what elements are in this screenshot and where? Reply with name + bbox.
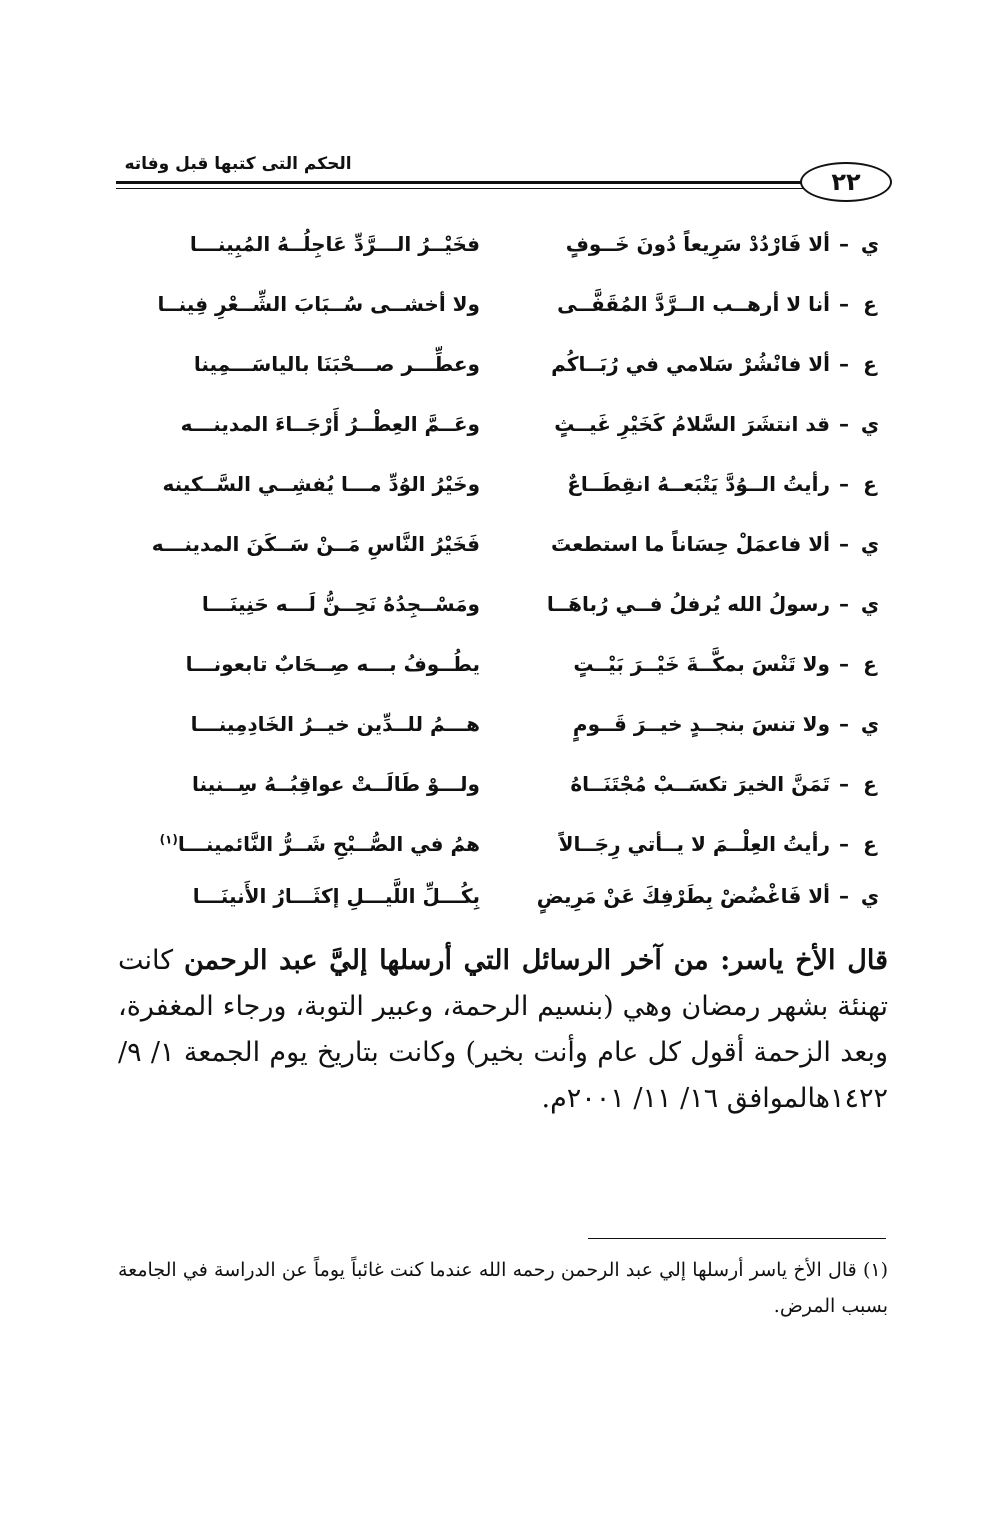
verse-dash: – bbox=[839, 712, 849, 736]
verse-line bbox=[120, 824, 880, 864]
verse-dash: – bbox=[839, 292, 849, 316]
verse-second-hemistich: فخَيْــرُ الـــرَّدِّ عَاجِلُــهُ المُبِينـــا bbox=[189, 232, 480, 256]
verse-speaker: ع bbox=[863, 832, 877, 856]
verse-speaker: ي bbox=[860, 884, 880, 908]
verse-speaker: ي bbox=[860, 592, 880, 616]
verse-first-hemistich: ولا تنسَ بنجــدٍ خيــرَ قَــومٍ bbox=[572, 712, 830, 736]
verse-dash: – bbox=[839, 772, 849, 796]
verse-line bbox=[120, 584, 880, 624]
verse-second-hemistich: ومَسْــجِدُهُ نَحِــنُّ لَـــه حَنِينَـــا bbox=[201, 592, 480, 616]
verse-speaker: ع bbox=[863, 352, 877, 376]
verse-line bbox=[120, 876, 880, 916]
verse-speaker: ع bbox=[863, 772, 877, 796]
footnote-separator bbox=[588, 1238, 886, 1239]
verse-dash: – bbox=[839, 352, 849, 376]
verse-second-hemistich: يطُــوفُ بـــه صِــحَابٌ تابعونـــا bbox=[185, 652, 480, 676]
verse-first-hemistich: رأيتُ الــوُدَّ يَتْبَعــهُ انقِطَــاعٌ bbox=[567, 472, 830, 496]
running-title: الحكم التى كتبها قبل وفاته bbox=[124, 154, 352, 174]
verse-first-hemistich: أنا لا أرهــب الــرَّدَّ المُقَفَّــى bbox=[557, 292, 830, 316]
verse-dash: – bbox=[839, 592, 849, 616]
verse-speaker: ع bbox=[863, 292, 877, 316]
verse-first-hemistich: تَمَنَّ الخيرَ تكسَــبْ مُجْتَنَــاهُ bbox=[570, 772, 830, 796]
verse-speaker: ع bbox=[863, 472, 877, 496]
verse-second-hemistich: بِكُـــلِّ اللَّيـــلِ إكثَـــارُ الأَنينَـــا bbox=[192, 884, 480, 908]
verse-line bbox=[120, 224, 880, 264]
footnote bbox=[118, 1252, 888, 1324]
verse-dash: – bbox=[839, 472, 849, 496]
verse-line bbox=[120, 704, 880, 744]
paragraph-lead: قال الأخ ياسر: من آخر الرسائل التي أرسلها إليَّ عبد الرحمن bbox=[183, 945, 888, 976]
verse-first-hemistich: رأيتُ العِلْــمَ لا يــأتي رِجَــالاً bbox=[558, 832, 830, 856]
verse-dash: – bbox=[839, 652, 849, 676]
verse-second-hemistich: هـــمُ للــدِّين خيــرُ الخَادِمِينـــا bbox=[190, 712, 480, 736]
verse-first-hemistich: ألا فاعمَلْ حِسَاناً ما استطعتَ bbox=[551, 532, 830, 556]
verse-second-hemistich: ولـــوْ طَالَــتْ عواقِبُــهُ سِــنينا bbox=[191, 772, 480, 796]
verse-speaker: ي bbox=[860, 712, 880, 736]
verse-line bbox=[120, 464, 880, 504]
verse-second-hemistich: فَخَيْرُ النَّاسِ مَــنْ سَــكَنَ المدينـــه bbox=[151, 532, 480, 556]
verse-speaker: ي bbox=[860, 412, 880, 436]
verse-second-hemistich: ولا أخشــى سُــبَابَ الشِّــعْرِ فِينــا bbox=[157, 292, 480, 316]
header-rule-thin bbox=[116, 188, 806, 189]
footnote-text: قال الأخ ياسر أرسلها إلي عبد الرحمن رحمه الله عندما كنت غائباً يوماً عن الدراسة في الجامعة بسبب المرض. bbox=[118, 1259, 888, 1317]
page-number: ٢٢ bbox=[800, 162, 892, 202]
verse-second-hemistich: وخَيْرُ الوُدِّ مـــا يُفشِــي السَّــكينه bbox=[162, 472, 480, 496]
verse-line bbox=[120, 524, 880, 564]
verse-line bbox=[120, 404, 880, 444]
verse-line bbox=[120, 284, 880, 324]
verse-first-hemistich: ألا فَارْدُدْ سَرِيعاً دُونَ خَــوفٍ bbox=[565, 232, 830, 256]
header-rule-thick bbox=[116, 181, 806, 184]
verse-second-hemistich: وعطِّـــر صـــحْبَنَا بالياسَـــمِينا bbox=[193, 352, 480, 376]
verse-first-hemistich: ولا تَنْسَ بمكَّــةَ خَيْــرَ بَيْــتٍ bbox=[573, 652, 830, 676]
verse-second-hemistich: وعَــمَّ العِطْــرُ أَرْجَــاءَ المدينـــه bbox=[180, 412, 480, 436]
verse-dash: – bbox=[839, 412, 849, 436]
verse-first-hemistich: رسولُ الله يُرفلُ فــي رُباهَــا bbox=[546, 592, 830, 616]
paragraph-text: كانت تهنئة بشهر رمضان وهي (بنسيم الرحمة، وعبير التوبة، ورجاء المغفرة، وبعد الزحمة أقول كل عام وأنت بخير) وكانت بتاريخ يوم الجمعة ١/ ٩/ ١٤٢٢هالموافق ١٦/ ١١/ ٢٠٠١م. bbox=[118, 945, 888, 1114]
verse-dash: – bbox=[839, 532, 849, 556]
verse-speaker: ي bbox=[860, 532, 880, 556]
verse-dash: – bbox=[839, 832, 849, 856]
verse-dash: – bbox=[839, 232, 849, 256]
verse-line bbox=[120, 764, 880, 804]
verse-first-hemistich: ألا فانْشُرْ سَلامي في رُبَــاكُم bbox=[551, 352, 830, 376]
verse-second-hemistich: همُ في الصُّــبْحِ شَــرُّ النَّائمينـــا bbox=[177, 832, 480, 856]
verse-speaker: ع bbox=[863, 652, 877, 676]
verse-line bbox=[120, 344, 880, 384]
verse-speaker: ي bbox=[860, 232, 880, 256]
footnote-marker: (١) bbox=[862, 1259, 888, 1281]
footnote-reference[interactable]: (١) bbox=[159, 832, 178, 847]
body-paragraph bbox=[118, 938, 888, 1122]
verse-line bbox=[120, 644, 880, 684]
verse-dash: – bbox=[839, 884, 849, 908]
verse-first-hemistich: ألا فَاغْضُضْ بِطَرْفِكَ عَنْ مَرِيضٍ bbox=[536, 884, 830, 908]
verse-first-hemistich: قد انتشَرَ السَّلامُ كَخَيْرِ غَيــثٍ bbox=[554, 412, 830, 436]
verse-second-hemistich-with-note bbox=[120, 824, 480, 864]
